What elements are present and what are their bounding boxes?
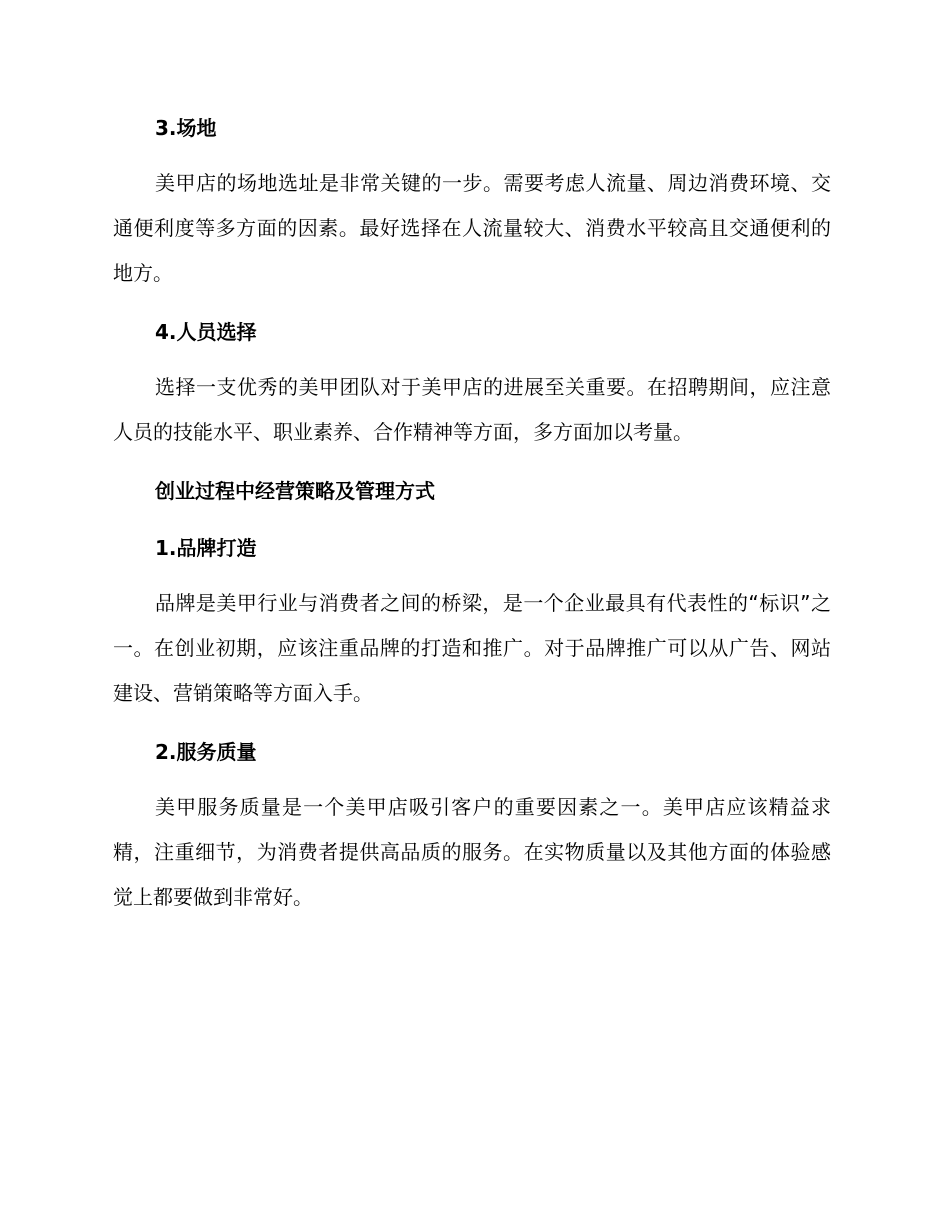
section-heading-service: 2.服务质量	[155, 740, 257, 764]
paragraph-staff: 选择一支优秀的美甲团队对于美甲店的进展至关重要。在招聘期间，应注意人员的技能水平、职业素养、合作精神等方面，多方面加以考量。	[113, 375, 831, 444]
section-heading-strategy: 创业过程中经营策略及管理方式	[155, 479, 435, 503]
paragraph-brand: 品牌是美甲行业与消费者之间的桥梁，是一个企业最具有代表性的“标识”之一。在创业初期，应该注重品牌的打造和推广。对于品牌推广可以从广告、网站建设、营销策略等方面入手。	[113, 591, 831, 705]
section-heading-staff: 4.人员选择	[155, 320, 257, 344]
paragraph-venue: 美甲店的场地选址是非常关键的一步。需要考虑人流量、周边消费环境、交通便利度等多方面的因素。最好选择在人流量较大、消费水平较高且交通便利的地方。	[113, 171, 831, 285]
paragraph-service: 美甲服务质量是一个美甲店吸引客户的重要因素之一。美甲店应该精益求精，注重细节，为消费者提供高品质的服务。在实物质量以及其他方面的体验感觉上都要做到非常好。	[113, 795, 831, 909]
document-body	[113, 104, 831, 932]
section-heading-venue: 3.场地	[155, 116, 217, 140]
section-heading-brand: 1.品牌打造	[155, 536, 257, 560]
